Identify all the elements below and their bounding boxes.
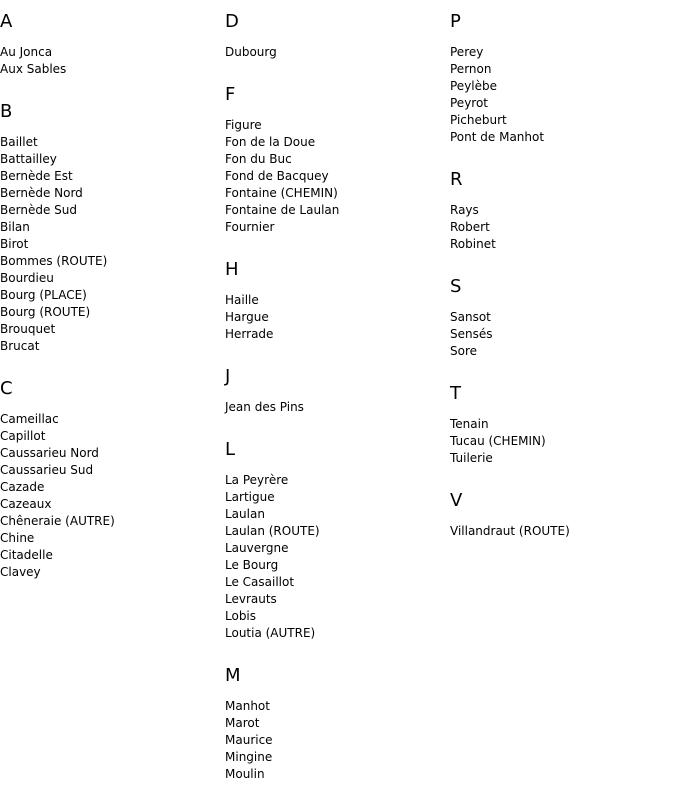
street-link[interactable]: Robinet [450, 237, 496, 251]
street-link[interactable]: Loutia (AUTRE) [225, 626, 316, 640]
letter-group [225, 438, 450, 642]
street-link[interactable]: Bommes (ROUTE) [0, 254, 108, 268]
street-link[interactable]: Manhot [225, 699, 270, 713]
street-link[interactable]: Cazeaux [0, 497, 52, 511]
letter-group [225, 10, 450, 61]
street-list [225, 292, 450, 343]
letter-group [450, 489, 675, 540]
letter-group [225, 258, 450, 343]
letter-heading: J [225, 366, 231, 387]
letter-heading: R [450, 169, 463, 190]
letter-heading: T [450, 383, 461, 404]
street-list [450, 202, 675, 253]
street-link[interactable]: Bilan [0, 220, 30, 234]
street-link[interactable]: Haille [225, 293, 259, 307]
street-link[interactable]: Fond de Bacquey [225, 169, 329, 183]
street-link[interactable]: Pont de Manhot [450, 130, 545, 144]
letter-group [0, 377, 225, 581]
street-link[interactable]: Brucat [0, 339, 40, 353]
street-link[interactable]: Fon du Buc [225, 152, 292, 166]
street-link[interactable]: Sensés [450, 327, 493, 341]
street-link[interactable]: Lobis [225, 609, 257, 623]
street-link[interactable]: Bernède Sud [0, 203, 77, 217]
letter-group [0, 100, 225, 355]
street-link[interactable]: Rays [450, 203, 479, 217]
letter-group [450, 382, 675, 467]
street-list [225, 399, 450, 416]
letter-heading: A [0, 11, 13, 32]
letter-group [450, 168, 675, 253]
letter-heading: M [225, 665, 241, 686]
letter-group [450, 275, 675, 360]
letter-heading: P [450, 11, 461, 32]
street-link[interactable]: Marot [225, 716, 260, 730]
street-link[interactable]: La Peyrère [225, 473, 289, 487]
street-link[interactable]: Chine [0, 531, 35, 545]
index-column [450, 10, 675, 562]
street-link[interactable]: Tucau (CHEMIN) [450, 434, 546, 448]
street-link[interactable]: Tenain [450, 417, 489, 431]
letter-heading: H [225, 259, 239, 280]
street-link[interactable]: Peylèbe [450, 79, 498, 93]
street-link[interactable]: Cazade [0, 480, 45, 494]
street-link[interactable]: Robert [450, 220, 490, 234]
letter-heading: S [450, 276, 462, 297]
street-link[interactable]: Birot [0, 237, 29, 251]
index-column [0, 10, 225, 603]
street-link[interactable]: Picheburt [450, 113, 507, 127]
street-link[interactable]: Fournier [225, 220, 275, 234]
street-link[interactable]: Le Bourg [225, 558, 279, 572]
street-link[interactable]: Villandraut (ROUTE) [450, 524, 570, 538]
street-list [450, 416, 675, 467]
street-link[interactable]: Caussarieu Nord [0, 446, 99, 460]
street-link[interactable]: Brouquet [0, 322, 56, 336]
street-link[interactable]: Bourg (PLACE) [0, 288, 87, 302]
street-list [225, 472, 450, 642]
street-link[interactable]: Au Jonca [0, 45, 53, 59]
letter-heading: B [0, 101, 13, 122]
letter-group [225, 83, 450, 236]
street-link[interactable]: Mingine [225, 750, 273, 764]
letter-group [450, 10, 675, 146]
street-list [225, 698, 450, 783]
street-link[interactable]: Dubourg [225, 45, 277, 59]
street-link[interactable]: Perey [450, 45, 484, 59]
street-link[interactable]: Herrade [225, 327, 274, 341]
street-list [450, 523, 675, 540]
street-link[interactable]: Clavey [0, 565, 41, 579]
street-link[interactable]: Capillot [0, 429, 46, 443]
street-link[interactable]: Laulan (ROUTE) [225, 524, 320, 538]
street-link[interactable]: Le Casaillot [225, 575, 295, 589]
street-link[interactable]: Aux Sables [0, 62, 67, 76]
street-link[interactable]: Maurice [225, 733, 273, 747]
letter-group [225, 365, 450, 416]
index-column [225, 10, 450, 805]
street-link[interactable]: Caussarieu Sud [0, 463, 94, 477]
street-link[interactable]: Sore [450, 344, 478, 358]
street-link[interactable]: Citadelle [0, 548, 53, 562]
letter-heading: F [225, 84, 236, 105]
street-link[interactable]: Fontaine de Laulan [225, 203, 340, 217]
street-link[interactable]: Laulan [225, 507, 265, 521]
street-link[interactable]: Jean des Pins [225, 400, 304, 414]
street-link[interactable]: Figure [225, 118, 262, 132]
street-link[interactable]: Chêneraie (AUTRE) [0, 514, 115, 528]
street-link[interactable]: Peyrot [450, 96, 489, 110]
street-link[interactable]: Bernède Nord [0, 186, 83, 200]
street-list [225, 44, 450, 61]
street-link[interactable]: Bourdieu [0, 271, 54, 285]
street-link[interactable]: Tuilerie [450, 451, 493, 465]
letter-group [0, 10, 225, 78]
letter-heading: D [225, 11, 239, 32]
street-link[interactable]: Levrauts [225, 592, 277, 606]
letter-group [225, 664, 450, 783]
street-link[interactable]: Hargue [225, 310, 269, 324]
street-list [450, 309, 675, 360]
street-link[interactable]: Fon de la Doue [225, 135, 316, 149]
street-link[interactable]: Lauvergne [225, 541, 289, 555]
street-link[interactable]: Lartigue [225, 490, 275, 504]
street-link[interactable]: Bourg (ROUTE) [0, 305, 91, 319]
street-link[interactable]: Battailley [0, 152, 57, 166]
street-list [0, 411, 225, 581]
street-link[interactable]: Fontaine (CHEMIN) [225, 186, 338, 200]
street-link[interactable]: Cameillac [0, 412, 59, 426]
street-link[interactable]: Pernon [450, 62, 492, 76]
letter-heading: L [225, 439, 236, 460]
street-list [0, 44, 225, 78]
street-link[interactable]: Moulin [225, 767, 265, 781]
street-list [225, 117, 450, 236]
street-link[interactable]: Sansot [450, 310, 491, 324]
street-link[interactable]: Bernède Est [0, 169, 73, 183]
street-list [450, 44, 675, 146]
street-list [0, 134, 225, 355]
street-link[interactable]: Baillet [0, 135, 38, 149]
letter-heading: C [0, 378, 13, 399]
letter-heading: V [450, 490, 463, 511]
